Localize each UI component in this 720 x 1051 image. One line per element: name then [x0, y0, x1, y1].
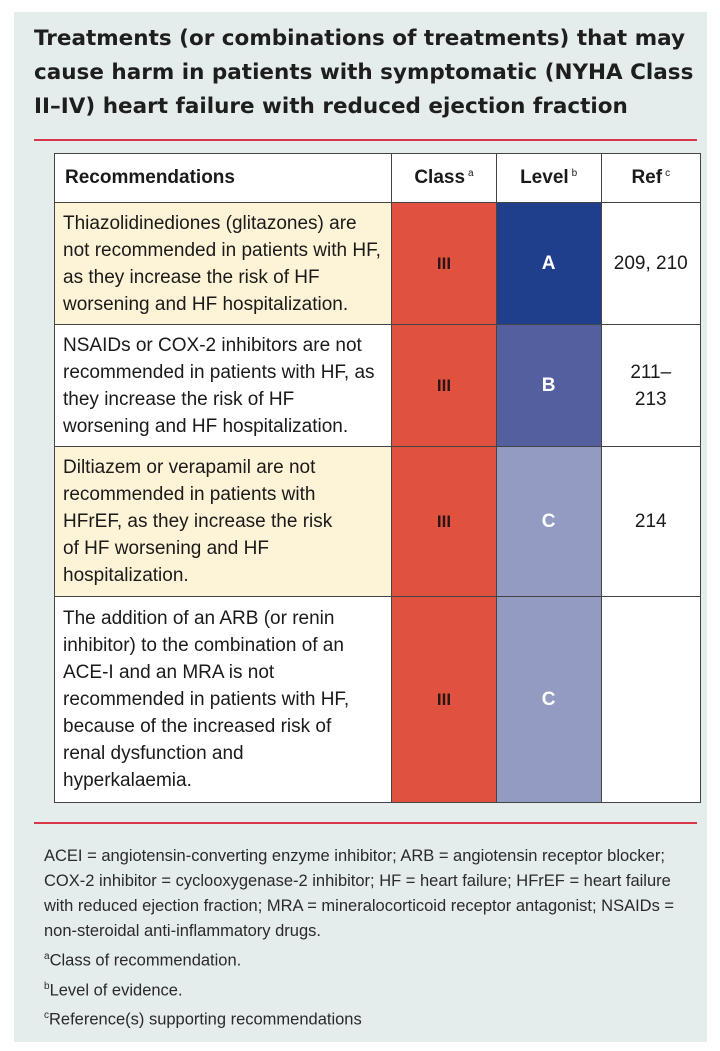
footnote-a: $^a$Class of recommendation.	[44, 951, 242, 970]
level-cell: C	[496, 447, 601, 597]
recommendation-text: Thiazolidinediones (glitazones) are not recommended in patients with HF, as they increase the risk of HF worsening and HF hospitalization.	[55, 203, 392, 325]
ref-cell: 214	[601, 447, 701, 597]
ref-cell: 211– 213	[601, 325, 701, 447]
footnotes	[44, 844, 704, 1033]
footnote-c: $^c$Reference(s) supporting recommendations	[44, 1010, 362, 1029]
class-cell: III	[392, 447, 497, 597]
footnote-divider	[34, 822, 697, 824]
header-recommendations: Recommendations	[55, 154, 392, 203]
table-row	[55, 447, 701, 597]
ref-cell: 209, 210	[601, 203, 701, 325]
header-level: Level $^b$	[496, 154, 601, 203]
abbreviations-note: ACEI = angiotensin-converting enzyme inhibitor; ARB = angiotensin receptor blocker; COX-2 inhibitor = cyclooxygenase-2 inhibitor; HF = heart failure; HFrEF = heart failure with reduced ejection fraction; MRA = mineralocorticoid receptor antagonist; NSAIDs = non-steroidal anti-inflammatory drugs.	[44, 847, 675, 940]
recommendations-table	[54, 153, 701, 803]
recommendation-text: Diltiazem or verapamil are not recommended in patients with HFrEF, as they increase the risk of HF worsening and HF hospitalization.	[55, 447, 392, 597]
class-cell: III	[392, 325, 497, 447]
recommendation-text: NSAIDs or COX-2 inhibitors are not recommended in patients with HF, as they increase the risk of HF worsening and HF hospitalization.	[55, 325, 392, 447]
panel-title: Treatments (or combinations of treatments) that may cause harm in patients with symptomatic (NYHA Class II–IV) heart failure with reduced ejection fraction	[34, 26, 694, 119]
class-cell: III	[392, 597, 497, 803]
class-cell: III	[392, 203, 497, 325]
level-cell: A	[496, 203, 601, 325]
ref-cell	[601, 597, 701, 803]
table-row	[55, 203, 701, 325]
recommendation-panel	[14, 12, 707, 1042]
header-ref: Ref $^c$	[601, 154, 701, 203]
table-row	[55, 325, 701, 447]
level-cell: C	[496, 597, 601, 803]
footnote-b: $^b$Level of evidence.	[44, 980, 183, 999]
table-row	[55, 597, 701, 803]
header-class: Class $^a$	[392, 154, 497, 203]
level-cell: B	[496, 325, 601, 447]
title-divider	[34, 139, 697, 141]
table-header-row	[55, 154, 701, 203]
recommendation-text: The addition of an ARB (or renin inhibitor) to the combination of an ACE-I and an MRA is not recommended in patients with HF, because of the increased risk of renal dysfunction and hyperkalaemia.	[55, 597, 392, 803]
